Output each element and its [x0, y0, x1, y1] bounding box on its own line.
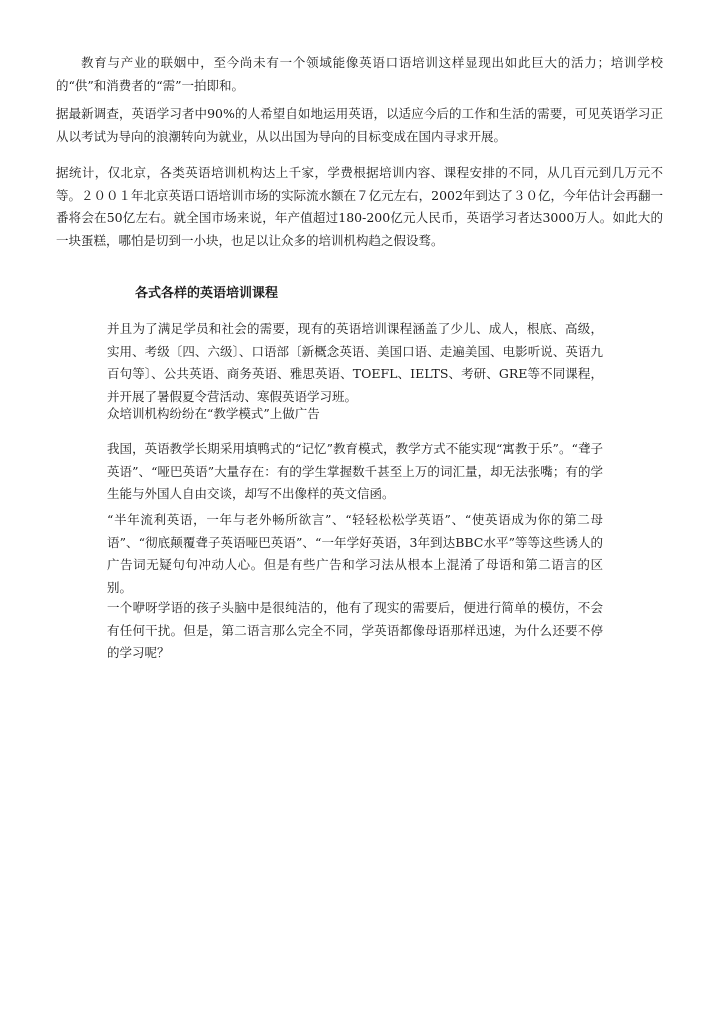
teaching-model-paragraph: 我国，英语教学长期采用填鸭式的“记忆”教育模式，教学方式不能实现“寓教于乐”。“聋子英语”、“哑巴英语”大量存在：有的学生掌握数千甚至上万的词汇量，却无法张嘴；有的学生能与外国人自由交谈，却写不出像样的英文信函。 [107, 441, 603, 501]
intro-paragraph-1: 教育与产业的联姻中，至今尚未有一个领域能像英语口语培训这样显现出如此巨大的活力；培训学校的“供”和消费者的“需”一拍即和。 [56, 55, 663, 93]
intro-paragraph-2: 据最新调查，英语学习者中90%的人希望自如地运用英语，以适应今后的工作和生活的需要，可见英语学习正从以考试为导向的浪潮转向为就业，从以出国为导向的目标变成在国内寻求开展。 [56, 106, 663, 144]
second-language-paragraph: 一个咿呀学语的孩子头脑中是很纯洁的，他有了现实的需要后，便进行简单的模仿，不会有任何干扰。但是，第二语言那么完全不同，学英语都像母语那样迅速，为什么还要不停的学习呢？ [107, 600, 603, 660]
ads-subheading: 众培训机构纷纷在“教学模式”上做广告 [107, 406, 320, 421]
intro-paragraph-3: 据统计，仅北京，各类英语培训机构达上千家，学费根据培训内容、课程安排的不同，从几百元到几万元不等。２００１年北京英语口语培训市场的实际流水额在７亿元左右，2002年到达了３０亿，今年估计会再翻一番将会在50亿左右。就全国市场来说，年产值超过180-200亿元人民币，英语学习者达3000万人。如此大的一块蛋糕，哪怕是切到一小块，也足以让众多的培训机构趋之假设骛。 [56, 165, 663, 248]
slogans-paragraph: “半年流利英语，一年与老外畅所欲言”、“轻轻松松学英语”、“使英语成为你的第二母语”、“彻底颠覆聋子英语哑巴英语”、“一年学好英语，3年到达BBC水平”等等这些诱人的广告词无疑句句冲动人心。但是有些广告和学习法从根本上混淆了母语和第二语言的区别。 [107, 512, 603, 595]
courses-paragraph: 并且为了满足学员和社会的需要，现有的英语培训课程涵盖了少儿、成人，根底、高级，实用、考级〔四、六级〕、口语部〔新概念英语、美国口语、走遍美国、电影听说、英语九百句等〕、公共英语、商务英语、雅思英语、TOEFL、IELTS、考研、GRE等不同课程，并开展了暑假夏令营活动、寒假英语学习班。 [107, 321, 603, 404]
section-title: 各式各样的英语培训课程 [135, 286, 279, 301]
